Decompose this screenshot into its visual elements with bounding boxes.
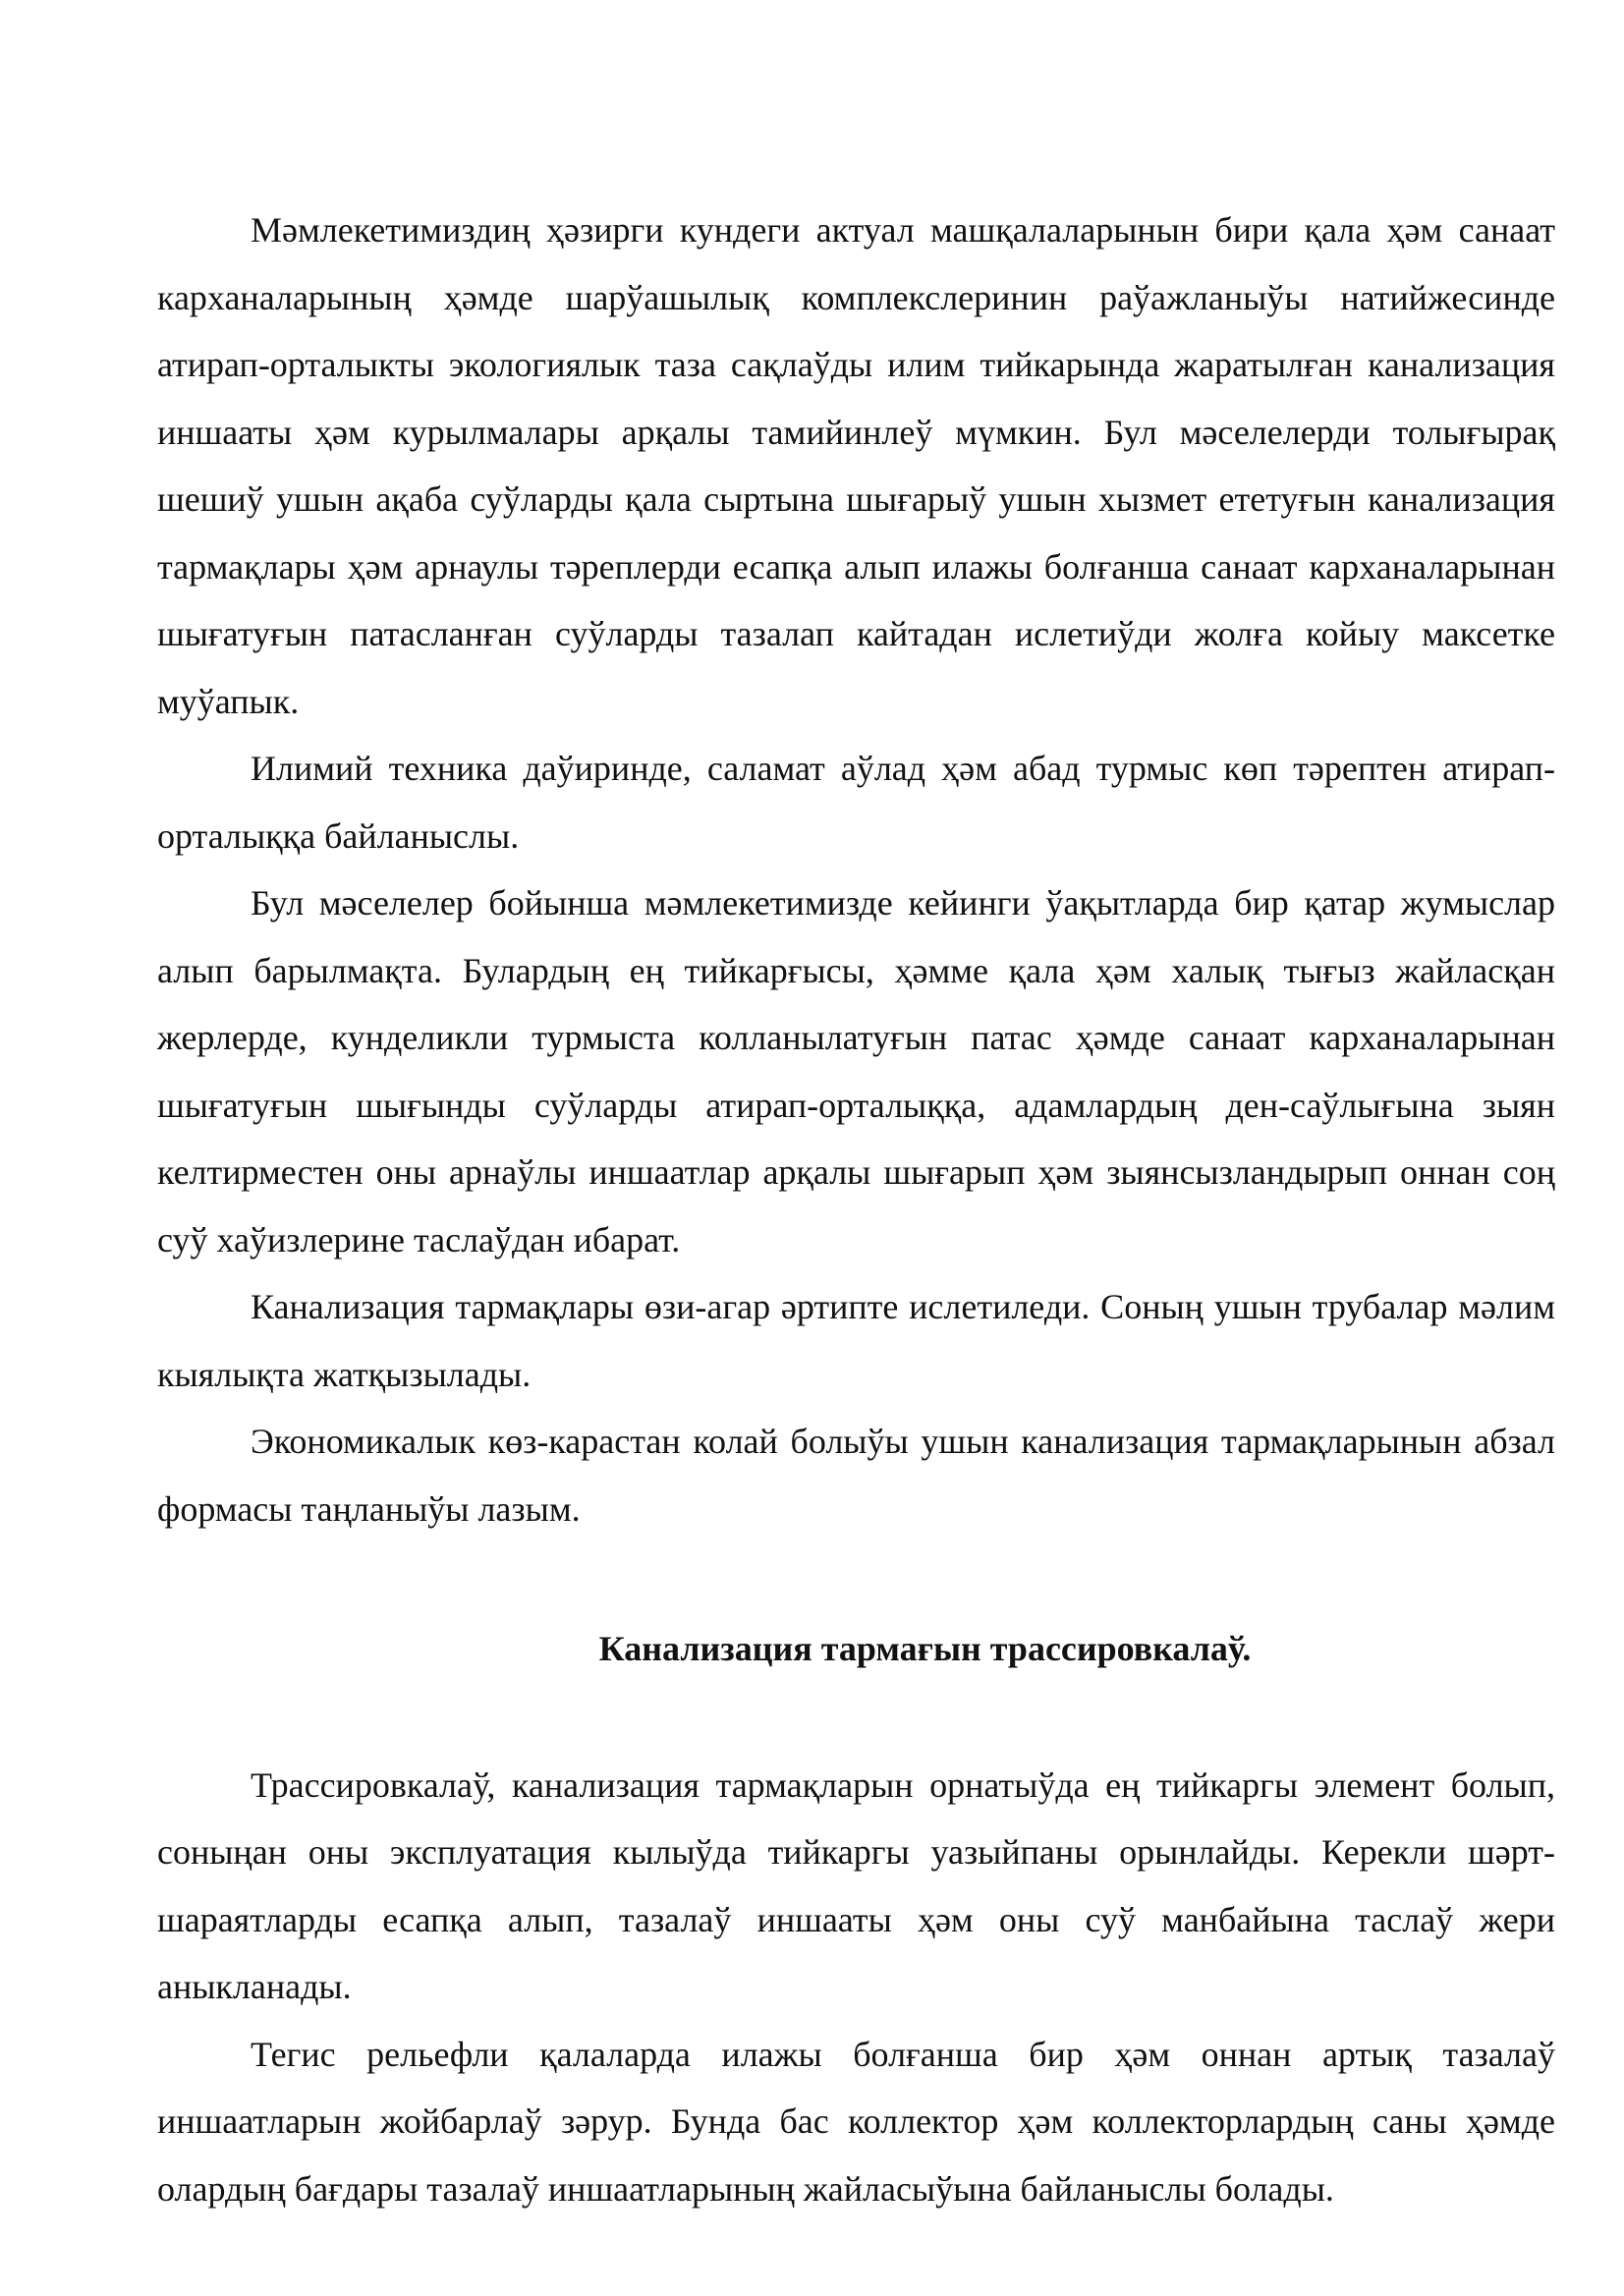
paragraph: Тегис рельефли қалаларда илажы болғанша бир ҳәм оннан артық тазалаў иншаатларын жойбарлаў зәрур. Бунда бас коллектор ҳәм коллекторлардың саны ҳәмде олардың бағдары тазалаў иншаатларының жайласыўына байланыслы болады. [157, 2034, 1555, 2209]
paragraph: Илимий техника даўиринде, саламат аўлад ҳәм абад турмыс көп тәрептен атирап-орталыққа байланыслы. [157, 749, 1555, 856]
document-page [157, 196, 1555, 2222]
paragraph: Экономикалык көз-карастан колай болыўы ушын канализация тармақларынын абзал формасы таңланыўы лазым. [157, 1422, 1555, 1529]
paragraph: Мәмлекетимиздиң ҳәзирги кундеги актуал машқалаларынын бири қала ҳәм санаат карханаларының ҳәмде шарўашылық комплекслеринин раўажланыўы натийжесинде атирап-орталыкты экологиялык таза сақлаўды илим тийкарында жаратылған канализация иншааты ҳәм курылмалары арқалы тамийинлеў мүмкин. Бул мәселелерди толығырақ шешиў ушын ақаба суўларды қала сыртына шығарыў ушын хызмет ететуғын канализация тармақлары ҳәм арнаулы тәреплерди есапқа алып илажы болғанша санаат карханаларынан шығатуғын патасланған суўларды тазалап кайтадан ислетиўди жолға койыу максетке муўапык. [157, 210, 1555, 721]
paragraph: Трассировкалаў, канализация тармақларын орнатыўда ең тийкаргы элемент болып, соныңан оны эксплуатация кылыўда тийкаргы уазыйпаны орынлайды. Керекли шәрт-шараятларды есапқа алып, тазалаў иншааты ҳәм оны суў манбайына таслаў жери аныкланады. [157, 1764, 1555, 2006]
paragraph: Канализация тармақлары өзи-агар әртипте ислетиледи. Соның ушын трубалар мәлим кыялықта жатқызылады. [157, 1287, 1555, 1394]
section-heading: Канализация тармағын трассировкалаў. [598, 1629, 1252, 1668]
paragraph: Бул мәселелер бойынша мәмлекетимизде кейинги ўақытларда бир қатар жумыслар алып барылмақта. Булардың ең тийкарғысы, ҳәмме қала ҳәм халық тығыз жайласқан жерлерде, кунделикли турмыста колланылатуғын патас ҳәмде санаат карханаларынан шығатуғын шығынды суўларды атирап-орталыққа, адамлардың ден-саўлығына зыян келтирместен оны арнаўлы иншаатлар арқалы шығарып ҳәм зыянсызландырып оннан соң суў хаўизлерине таслаўдан ибарат. [157, 883, 1555, 1260]
